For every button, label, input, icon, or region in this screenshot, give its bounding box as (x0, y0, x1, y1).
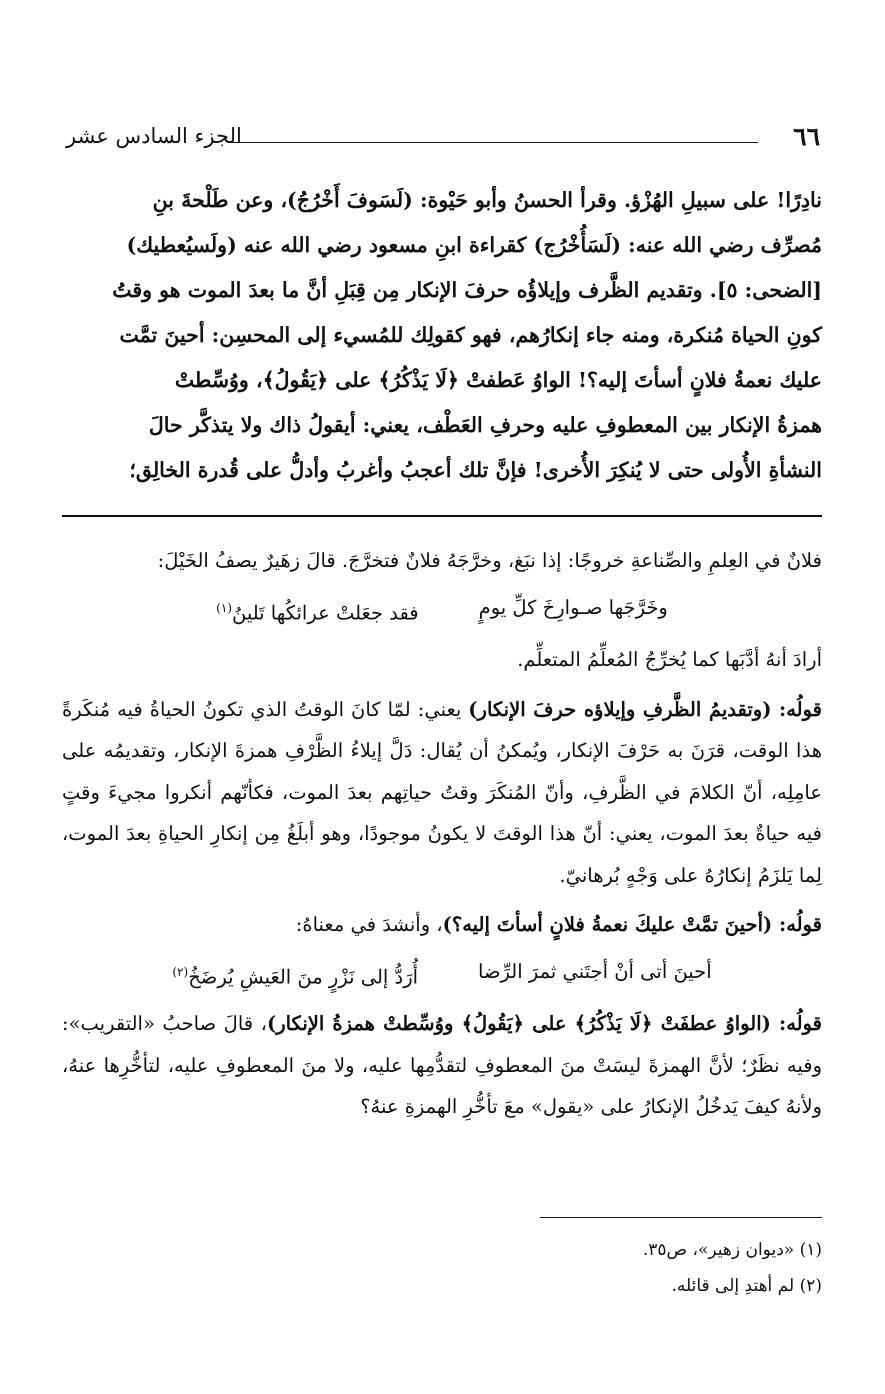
running-title: الجزء السادس عشر (66, 124, 242, 148)
footnote: (١) «ديوان زهير»، ص٣٥. (642, 1240, 822, 1260)
verse-first-hemistich: وخَرَّجَها صـوارِخَ كلِّ يومٍ (478, 595, 668, 619)
commentary-paragraph (62, 689, 822, 897)
footnote-marker: (١) (216, 600, 232, 615)
main-text-line: همزةُ الإنكار بين المعطوفِ عليه وحرفِ العَطْف، يعني: أيقولُ ذاك ولا يتذكَّر حالَ (148, 413, 822, 437)
commentary-text: ، وأنشدَ في معناهُ: (295, 913, 443, 936)
commentary (62, 540, 822, 1128)
main-text-line: كونِ الحياة مُنكرة، ومنه جاء إنكارُهم، فهو كقولِك للمُسيء إلى المحسِن: أحينَ تمَّت (119, 323, 822, 347)
main-text-line: النشأةِ الأُولى حتى لا يُنكِرَ الأُخرى! فإنَّ تلك أعجبُ وأغربُ وأدلُّ على قُدرة الخالِق؛ (129, 458, 822, 482)
commentary-text: يعني: لمّا كانَ الوقتُ الذي تكونُ الحياةُ فيه مُنكَرةً هذا الوقت، قرَنَ به حَرْفَ الإنكار، ويُمكنُ أن يُقال: دَلَّ إيلاءُ الظَّرْفِ همزةَ الإنكار، وتقديمُه على عامِلِه، أنّ الكلامَ في الظَّرفِ، وأنّ المُنكَرَ وقتُ حياتِهم بعدَ الموت، فكأنّهم أنكروا مجيءَ وقتٍ فيه حياةٌ بعدَ الموت، يعني: أنّ هذا الوقتَ لا يكونُ موجودًا، وهو أبلَغُ مِن إنكارِ الحياةِ بعدَ الموت، لِما يَلزَمُ إنكارُهُ على وَجْهٍ بُرهانيّ. (62, 697, 822, 887)
verse-text: أُرَدُّ إلى نَزْرٍ منَ العَيشِ يُرضَخُ (188, 965, 419, 988)
verse-first-hemistich: أحينَ أتى أنْ أجتَني ثمرَ الرِّضا (478, 959, 712, 983)
poetry-verse (62, 946, 822, 1004)
main-text-line: مُصرِّف رضي الله عنه: (لَسَأُخْرُج) كقراءة ابنِ مسعود رضي الله عنه (ولَسيُعطيك) (126, 233, 822, 257)
commentary-paragraph (62, 1003, 822, 1128)
verse-text: فقد جعَلتْ عرائكُها تَلينُ (232, 601, 419, 624)
main-text-line: [الضحى: ٥]. وتقديم الظَّرف وإيلاؤُه حرفَ الإنكار مِن قِبَلِ أنَّ ما بعدَ الموت هو وقتُ (112, 278, 822, 302)
quoted-lemma: قولُه: (وتقديمُ الظَّرفِ وإيلاؤه حرفَ الإنكار) (468, 697, 823, 721)
footnote: (٢) لم أهتدِ إلى قائله. (671, 1276, 822, 1296)
main-text-line: نادِرًا! على سبيلِ الهُزْؤ. وقرأ الحسنُ وأبو حَيْوة: (لَسَوفَ أَخْرُجُ)، وعن طَلْحةَ بنِ (152, 188, 822, 212)
footnotes (62, 1232, 822, 1304)
page-header (66, 118, 820, 154)
page-number: ٦٦ (793, 121, 820, 151)
main-text-line: عليك نعمةُ فلانٍ أسأتَ إليه؟! الواوُ عَطفتْ ﴿لَا يَذْكُرُ﴾ على ﴿يَقُولُ﴾، ووُسِّطتْ (174, 368, 822, 392)
quoted-lemma: قولُه: (الواوُ عطفَتْ ﴿لَا يَذْكُرُ﴾ على ﴿يَقُولُ﴾ ووُسِّطتْ همزةُ الإنكار) (266, 1012, 822, 1035)
footnote-rule (540, 1217, 822, 1218)
commentary-paragraph (62, 904, 822, 946)
poetry-verse (62, 582, 822, 640)
verse-second-hemistich (172, 948, 418, 1002)
header-rule (232, 142, 758, 143)
footnote-marker: (٢) (172, 964, 189, 979)
commentary-text: ، قالَ صاحبُ «التقريب»: وفيه نظَرٌ؛ لأنَّ الهمزةَ ليسَتْ منَ المعطوفِ لتقدُّمِها عليه، ولا منَ المعطوفِ عليه، لتأخُّرِها عنهُ، ولأنهُ كيفَ يَدخُلُ الإنكارُ على «يقول» معَ تأخُّرِ الهمزةِ عنهُ؟ (62, 1012, 822, 1118)
main-text (62, 178, 822, 493)
section-divider (62, 515, 822, 517)
verse-second-hemistich (216, 584, 418, 638)
commentary-paragraph: أرادَ أنهُ أدَّبَها كما يُخرِّجُ المُعلِّمُ المتعلِّم. (517, 648, 822, 671)
commentary-paragraph: فلانٌ في العِلمِ والصِّناعةِ خروجًا: إذا نبَغ، وخرَّجَهُ فلانٌ فتخرَّجَ. قالَ زهَيرٌ يصفُ الخَيْلَ: (157, 549, 822, 572)
quoted-lemma: قولُه: (أحينَ تمَّتْ عليكَ نعمةُ فلانٍ أسأتَ إليه؟) (442, 913, 822, 936)
